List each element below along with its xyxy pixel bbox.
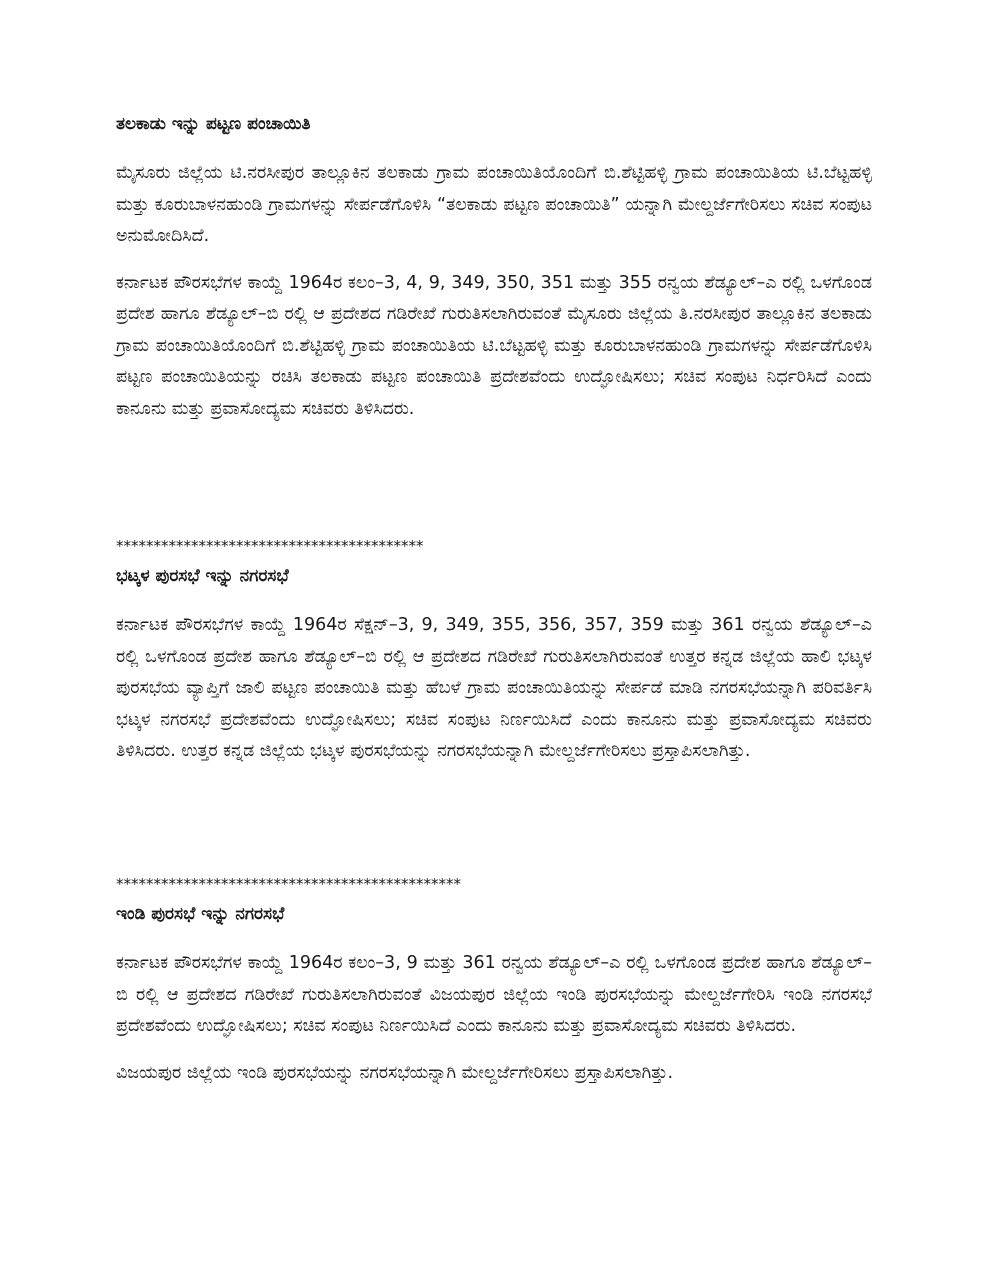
section-bhatkal bbox=[116, 564, 872, 783]
paragraph: ಮೈಸೂರು ಜಿಲ್ಲೆಯ ಟಿ.ನರಸೀಪುರ ತಾಲ್ಲೂಕಿನ ತಲಕಾಡು ಗ್ರಾಮ ಪಂಚಾಯಿತಿಯೊಂದಿಗೆ ಬಿ.ಶೆಟ್ಟಿಹಳ್ಳಿ ಗ್ರಾಮ ಪಂಚಾಯಿತಿಯ ಟಿ.ಬೆಟ್ಟಹಳ್ಳಿ ಮತ್ತು ಕೂರುಬಾಳನಹುಂಡಿ ಗ್ರಾಮಗಳನ್ನು ಸೇರ್ಪಡೆಗೊಳಿಸಿ “ತಲಕಾಡು ಪಟ್ಟಣ ಪಂಚಾಯಿತಿ” ಯನ್ನಾಗಿ ಮೇಲ್ದರ್ಜೆಗೇರಿಸಲು ಸಚಿವ ಸಂಪುಟ ಅನುಮೋದಿಸಿದೆ. bbox=[116, 163, 872, 246]
section-heading: ಇಂಡಿ ಪುರಸಭೆ ಇನ್ನು ನಗರಸಭೆ bbox=[116, 904, 285, 924]
paragraph: ಕರ್ನಾಟಕ ಪೌರಸಭೆಗಳ ಕಾಯ್ದೆ 1964ರ ಸೆಕ್ಷನ್–3, 9, 349, 355, 356, 357, 359 ಮತ್ತು 361 ರನ್ವಯ ಶೆಡ್ಯೂಲ್–ಎ ರಲ್ಲಿ ಒಳಗೊಂಡ ಪ್ರದೇಶ ಹಾಗೂ ಶೆಡ್ಯೂಲ್–ಬಿ ರಲ್ಲಿ ಆ ಪ್ರದೇಶದ ಗಡಿರೇಖೆ ಗುರುತಿಸಲಾಗಿರುವಂತೆ ಉತ್ತರ ಕನ್ನಡ ಜಿಲ್ಲೆಯ ಹಾಲಿ ಭಟ್ಕಳ ಪುರಸಭೆಯ ವ್ಯಾಪ್ತಿಗೆ ಜಾಲಿ ಪಟ್ಟಣ ಪಂಚಾಯಿತಿ ಮತ್ತು ಹೆಬಳೆ ಗ್ರಾಮ ಪಂಚಾಯಿತಿಯನ್ನು ಸೇರ್ಪಡೆ ಮಾಡಿ ನಗರಸಭೆಯನ್ನಾಗಿ ಪರಿವರ್ತಿಸಿ ಭಟ್ಕಳ ನಗರಸಭೆ ಪ್ರದೇಶವೆಂದು ಉದ್ಘೋಷಿಸಲು; ಸಚಿವ ಸಂಪುಟ ನಿರ್ಣಯಿಸಿದೆ ಎಂದು ಕಾನೂನು ಮತ್ತು ಪ್ರವಾಸೋದ್ಯಮ ಸಚಿವರು ತಿಳಿಸಿದರು. ಉತ್ತರ ಕನ್ನಡ ಜಿಲ್ಲೆಯ ಭಟ್ಕಳ ಪುರಸಭೆಯನ್ನು ನಗರಸಭೆಯನ್ನಾಗಿ ಮೇಲ್ದರ್ಜೆಗೇರಿಸಲು ಪ್ರಸ್ತಾಪಿಸಲಾಗಿತ್ತು. bbox=[116, 615, 872, 761]
section-heading: ಭಟ್ಕಳ ಪುರಸಭೆ ಇನ್ನು ನಗರಸಭೆ bbox=[116, 566, 289, 586]
paragraph: ವಿಜಯಪುರ ಜಿಲ್ಲೆಯ ಇಂಡಿ ಪುರಸಭೆಯನ್ನು ನಗರಸಭೆಯನ್ನಾಗಿ ಮೇಲ್ದರ್ಜೆಗೇರಿಸಲು ಪ್ರಸ್ತಾಪಿಸಲಾಗಿತ್ತು. bbox=[116, 1062, 674, 1083]
paragraph: ಕರ್ನಾಟಕ ಪೌರಸಭೆಗಳ ಕಾಯ್ದೆ 1964ರ ಕಲಂ–3, 4, 9, 349, 350, 351 ಮತ್ತು 355 ರನ್ವಯ ಶೆಡ್ಯೂಲ್–ಎ ರಲ್ಲಿ ಒಳಗೊಂಡ ಪ್ರದೇಶ ಹಾಗೂ ಶೆಡ್ಯೂಲ್–ಬಿ ರಲ್ಲಿ ಆ ಪ್ರದೇಶದ ಗಡಿರೇಖೆ ಗುರುತಿಸಲಾಗಿರುವಂತೆ ಮೈಸೂರು ಜಿಲ್ಲೆಯ ತಿ.ನರಸೀಪುರ ತಾಲ್ಲೂಕಿನ ತಲಕಾಡು ಗ್ರಾಮ ಪಂಚಾಯಿತಿಯೊಂದಿಗೆ ಬಿ.ಶೆಟ್ಟಿಹಳ್ಳಿ ಗ್ರಾಮ ಪಂಚಾಯಿತಿಯ ಟಿ.ಬೆಟ್ಟಹಳ್ಳಿ ಮತ್ತು ಕೂರುಬಾಳನಹುಂಡಿ ಗ್ರಾಮಗಳನ್ನು ಸೇರ್ಪಡೆಗೊಳಿಸಿ ಪಟ್ಟಣ ಪಂಚಾಯಿತಿಯನ್ನು ರಚಿಸಿ ತಲಕಾಡು ಪಟ್ಟಣ ಪಂಚಾಯಿತಿ ಪ್ರದೇಶವೆಂದು ಉದ್ಘೋಷಿಸಲು; ಸಚಿವ ಸಂಪುಟ ನಿರ್ಧರಿಸಿದೆ ಎಂದು ಕಾನೂನು ಮತ್ತು ಪ್ರವಾಸೋದ್ಯಮ ಸಚಿವರು ತಿಳಿಸಿದರು. bbox=[116, 272, 872, 419]
separator-line: ********************************************** bbox=[116, 875, 461, 893]
section-indi bbox=[116, 902, 872, 1104]
paragraph: ಕರ್ನಾಟಕ ಪೌರಸಭೆಗಳ ಕಾಯ್ದೆ 1964ರ ಕಲಂ–3, 9 ಮತ್ತು 361 ರನ್ವಯ ಶೆಡ್ಯೂಲ್–ಎ ರಲ್ಲಿ ಒಳಗೊಂಡ ಪ್ರದೇಶ ಹಾಗೂ ಶೆಡ್ಯೂಲ್–ಬಿ ರಲ್ಲಿ ಆ ಪ್ರದೇಶದ ಗಡಿರೇಖೆ ಗುರುತಿಸಲಾಗಿರುವಂತೆ ವಿಜಯಪುರ ಜಿಲ್ಲೆಯ ಇಂಡಿ ಪುರಸಭೆಯನ್ನು ಮೇಲ್ದರ್ಜೆಗೇರಿಸಿ ಇಂಡಿ ನಗರಸಭೆ ಪ್ರದೇಶವೆಂದು ಉದ್ಘೋಷಿಸಲು; ಸಚಿವ ಸಂಪುಟ ನಿರ್ಣಯಿಸಿದೆ ಎಂದು ಕಾನೂನು ಮತ್ತು ಪ್ರವಾಸೋದ್ಯಮ ಸಚಿವರು ತಿಳಿಸಿದರು. bbox=[116, 953, 872, 1036]
section-talakadu bbox=[116, 112, 872, 440]
separator-line: ***************************************** bbox=[116, 537, 424, 555]
section-heading: ತಲಕಾಡು ಇನ್ನು ಪಟ್ಟಣ ಪಂಚಾಯಿತಿ bbox=[116, 114, 311, 134]
